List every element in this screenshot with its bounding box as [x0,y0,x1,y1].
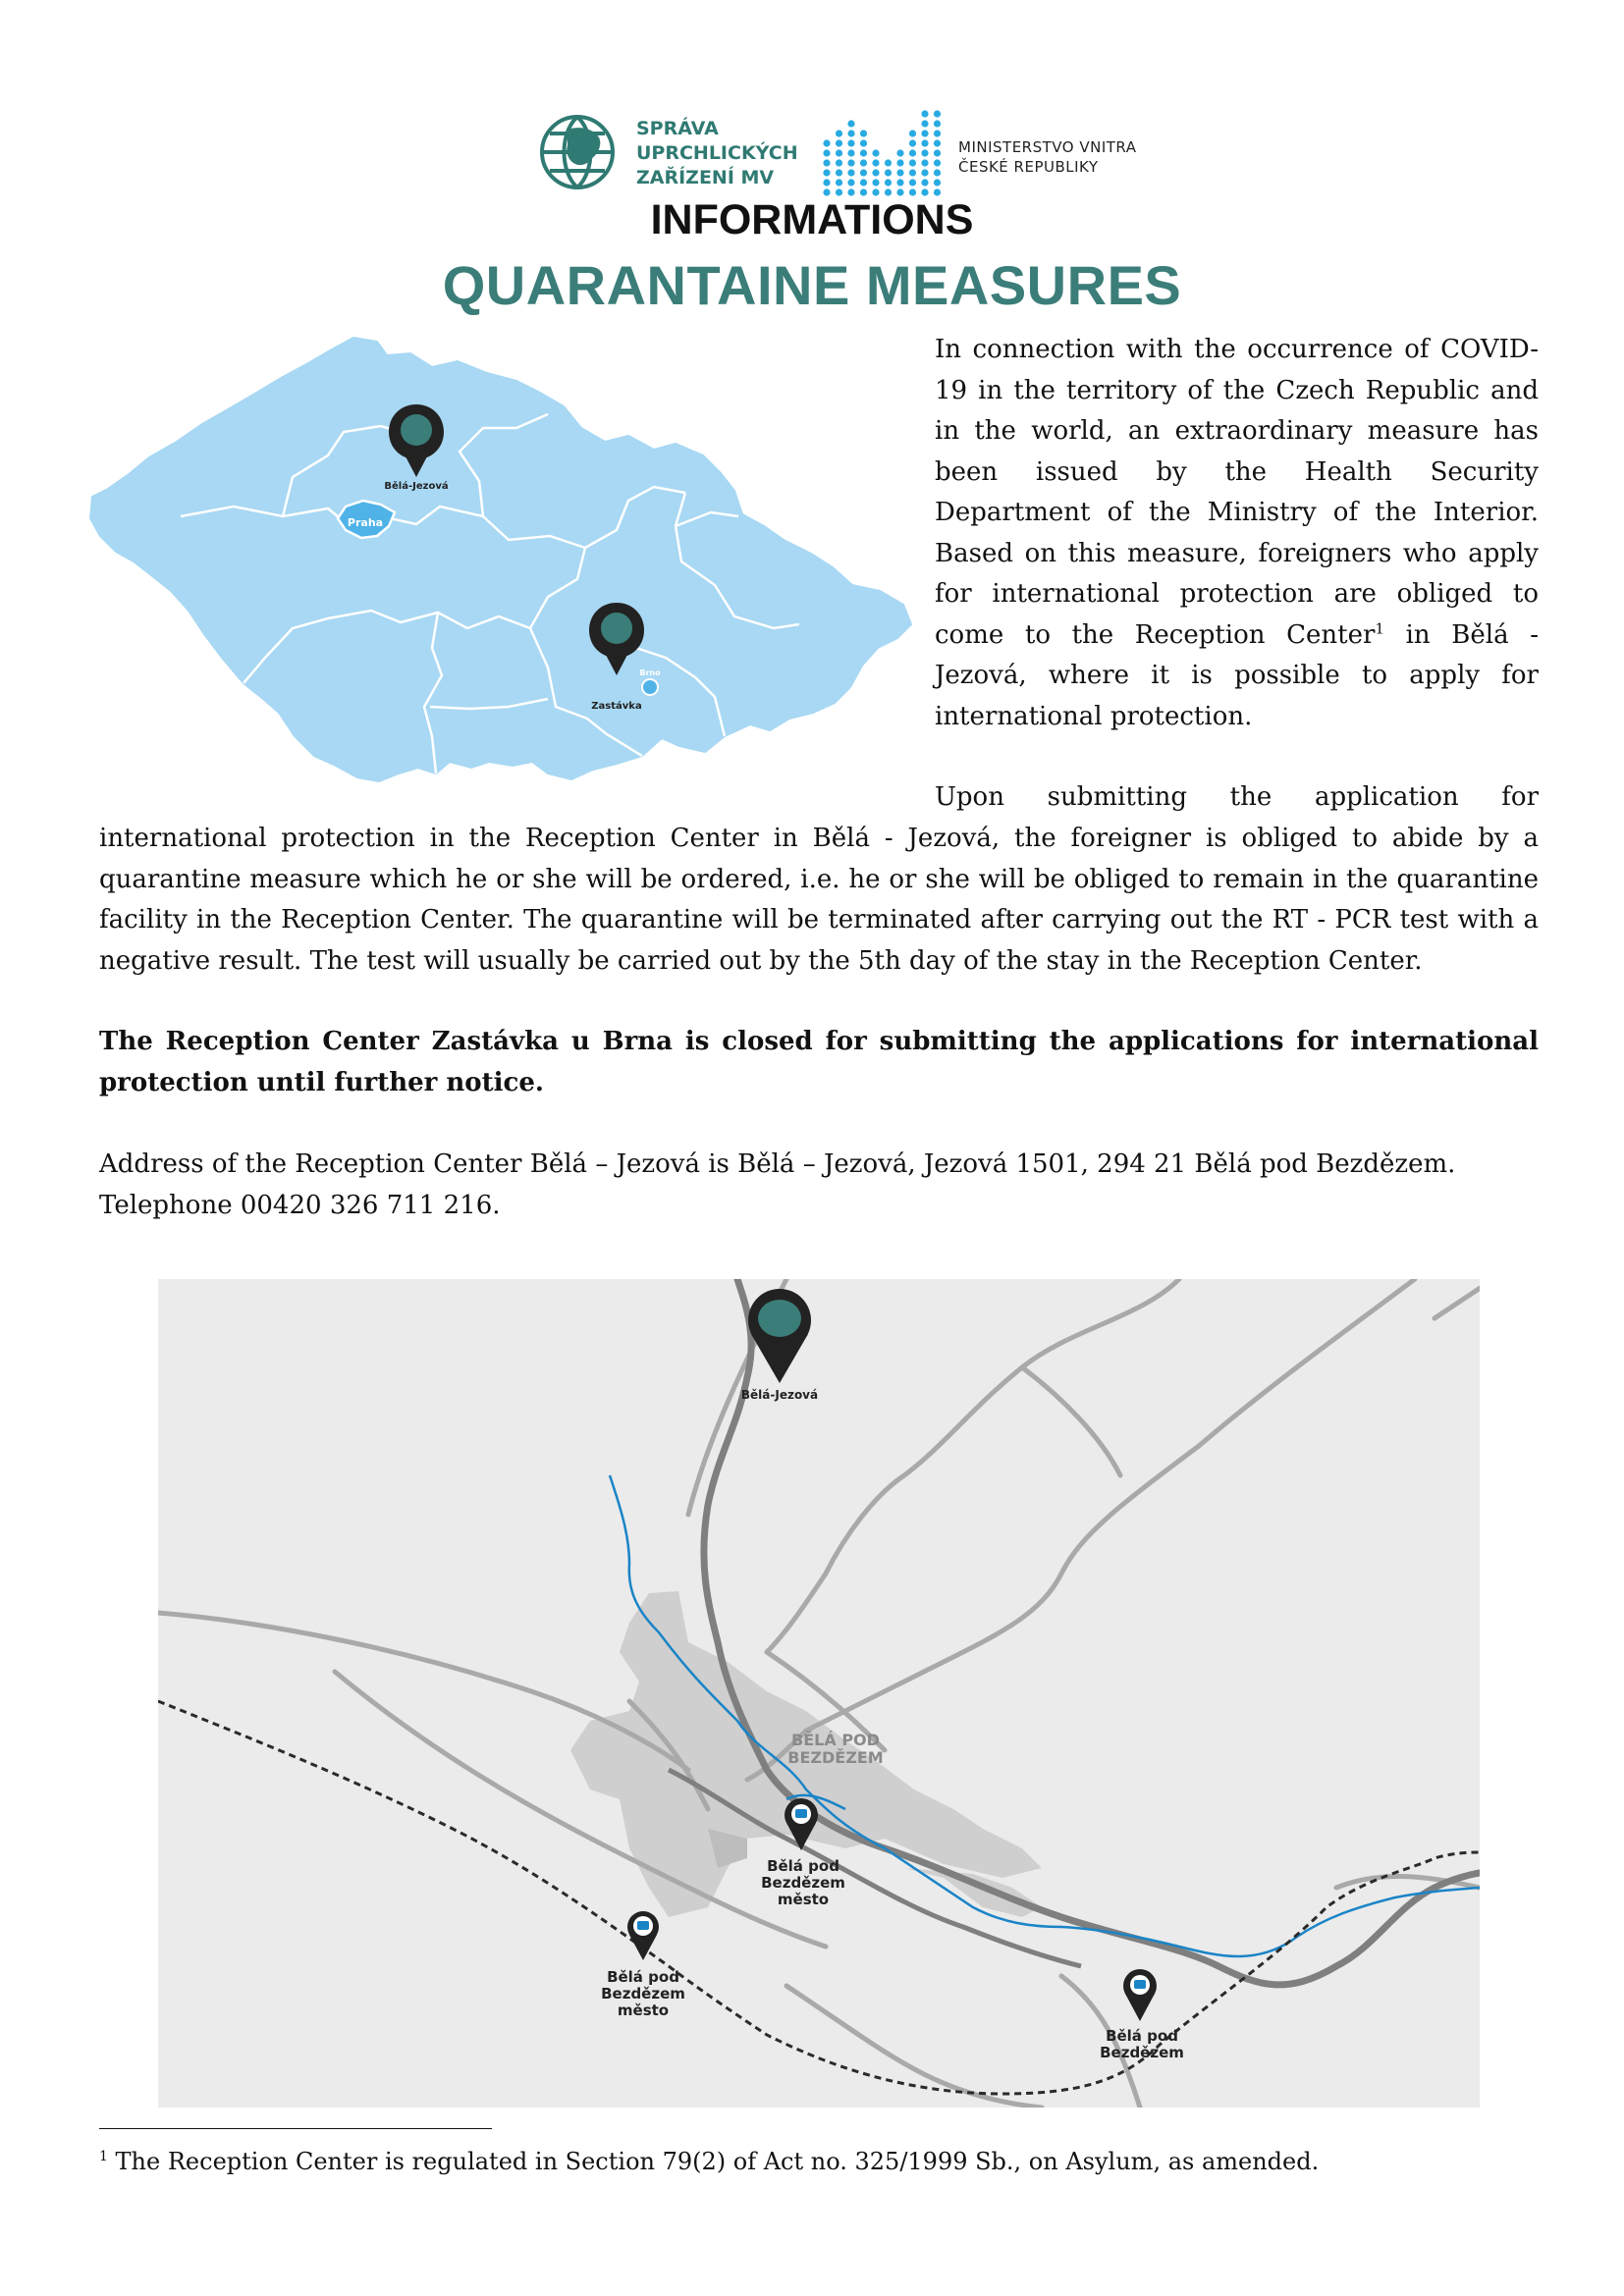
mv-logo-line: ČESKÉ REPUBLIKY [958,158,1099,176]
mv-logo-dot [836,139,842,146]
footnote-reference: 1 [1375,618,1384,637]
mv-logo-dot [885,169,892,176]
bus-stop-label-line2: Bezdězem [761,1874,845,1892]
mv-logo-dot [860,169,867,176]
footnote-separator [99,2128,492,2129]
mv-logo-dot [823,179,830,186]
mv-logo-dot [909,149,916,156]
bela-jezova-local-label: Bělá-Jezová [740,1388,819,1402]
local-area-map [158,1279,1480,2108]
mv-logo-dot [847,169,854,176]
mv-logo-dot [921,169,928,176]
suz-logo-line: ZAŘÍZENÍ MV [636,167,775,188]
suz-logo-line: UPRCHLICKÝCH [636,142,798,164]
country-shape [90,338,911,781]
mv-logo-line: MINISTERSTVO VNITRA [958,138,1137,156]
mv-logo-dot [860,179,867,186]
mv-logo-dot [934,139,941,146]
mv-logo-dot [885,159,892,166]
praha-label: Praha [347,516,384,529]
train-stop-west-label-line3: město [617,2002,670,2019]
mv-logo-dot [823,188,830,195]
mv-logo-dot [921,139,928,146]
mv-logo-dot [909,139,916,146]
quarantine-paragraph: international protection in the Reception Center in Bělá - Jezová, the foreigner is obliged to abide by a quarantine measure which he or she will be ordered, i.e. he or she will be obliged to remain in the quarantine facility in the Reception Center. The quarantine will be terminated after carrying out the RT - PCR test with a negative result. The test will usually be carried out by the 5th day of the stay in the Reception Center. [99,824,1539,976]
mv-logo-dot [860,188,867,195]
address-line: Address of the Reception Center Bělá – Jezová is Bělá – Jezová, Jezová 1501, 294 21 Bělá pod Bezdězem. [99,1149,1456,1179]
train-stop-west-label-line1: Bělá pod [607,1968,679,1986]
mv-logo-dot [909,179,916,186]
mv-logo-dot [847,130,854,136]
mv-logo-dot [836,179,842,186]
mv-logo-dot [921,120,928,127]
train-stop-east-label-line2: Bezdězem [1100,2044,1184,2061]
mv-logo-dot [847,139,854,146]
mv-logo-dot [836,130,842,136]
mv-logo-dot [823,159,830,166]
intro-text-end: in Bělá - Jezová, where it is possible to apply for international protection. [935,619,1539,731]
brno-dot [642,679,658,695]
mv-logo-dot [860,159,867,166]
mv-logo-dot [921,130,928,136]
mv-logo-dot [847,159,854,166]
mv-logo-dot [934,130,941,136]
mv-logo-dot [934,110,941,117]
footnote-number: 1 [99,2149,108,2164]
mv-logo-dot [836,159,842,166]
bela-jezova-label: Bělá-Jezová [384,481,449,492]
mv-logo-dot [847,188,854,195]
mv-logo-dot [836,149,842,156]
mv-logo-dot [896,159,903,166]
footnote-text: The Reception Center is regulated in Section 79(2) of Act no. 325/1999 Sb., on Asylum, as amended. [107,2148,1320,2175]
mv-logo-dot [934,179,941,186]
mv-logo-dot [885,188,892,195]
mv-logo-text [958,137,1137,177]
mv-logo-dot [934,149,941,156]
page-subtitle: QUARANTAINE MEASURES [442,254,1182,316]
town-label-line1: BĚLÁ POD [791,1731,880,1749]
mv-logo-dot [847,179,854,186]
brno-label: Brno [639,668,661,677]
mv-logo-dot [836,188,842,195]
mv-logo-dot [934,169,941,176]
mv-logo-dot [934,188,941,195]
mv-logo-dot [836,169,842,176]
mv-logo-dot [896,169,903,176]
mv-logo-dot [896,179,903,186]
czech-republic-map [86,334,919,805]
mv-logo-dot [872,169,879,176]
closed-notice: The Reception Center Zastávka u Brna is closed for submitting the applications for international protection until further notice. [99,1027,1539,1097]
zastavka-label: Zastávka [591,701,642,712]
mv-logo-dot [921,188,928,195]
bus-stop-label-line1: Bělá pod [767,1857,839,1875]
mv-logo-dot [872,179,879,186]
mv-logo-dot [823,169,830,176]
mv-logo-dot [860,149,867,156]
mv-logo-dot [823,149,830,156]
mv-logo-dot [921,159,928,166]
mv-logo-dot [909,169,916,176]
mv-logo-dot [872,159,879,166]
mv-logo-dot [909,159,916,166]
page-title: INFORMATIONS [650,196,974,243]
mv-logo-dot [872,149,879,156]
mv-logo-dot [872,188,879,195]
train-stop-east-label-line1: Bělá pod [1106,2027,1178,2045]
suz-logo-line: SPRÁVA [636,118,719,139]
mv-logo-dot [934,120,941,127]
mv-logo-dot [921,179,928,186]
train-stop-west-label-line2: Bezdězem [601,1985,685,2002]
intro-text: In connection with the occurrence of COVID-19 in the territory of the Czech Republic and in the world, an extraordinary measure has been issued by the Health Security Department of the Ministry of the Interior. Based on this measure, foreigners who apply for international protection are obliged to come to the Reception Center [935,335,1539,650]
footnote [99,2148,1319,2175]
mv-logo-dot [896,149,903,156]
mv-logo-dot [921,110,928,117]
quarantine-paragraph-first-line: Upon submitting the application for [935,782,1539,812]
town-label-line2: BEZDĚZEM [787,1748,884,1767]
mv-logo-dot [885,179,892,186]
mv-logo-dot [847,120,854,127]
mv-logo-dot [909,130,916,136]
mv-logo-dot [847,149,854,156]
intro-paragraph [935,330,1539,737]
bus-stop-label-line3: město [777,1891,830,1908]
mv-logo-dot [934,159,941,166]
telephone-line: Telephone 00420 326 711 216. [99,1191,501,1220]
mv-logo-dot [823,139,830,146]
mv-logo-dot [860,130,867,136]
mv-dots-logo [821,104,944,198]
mv-logo-dot [921,149,928,156]
mv-logo-dot [896,188,903,195]
mv-logo-dot [909,188,916,195]
mv-logo-dot [860,139,867,146]
suz-logo-text [636,117,798,190]
